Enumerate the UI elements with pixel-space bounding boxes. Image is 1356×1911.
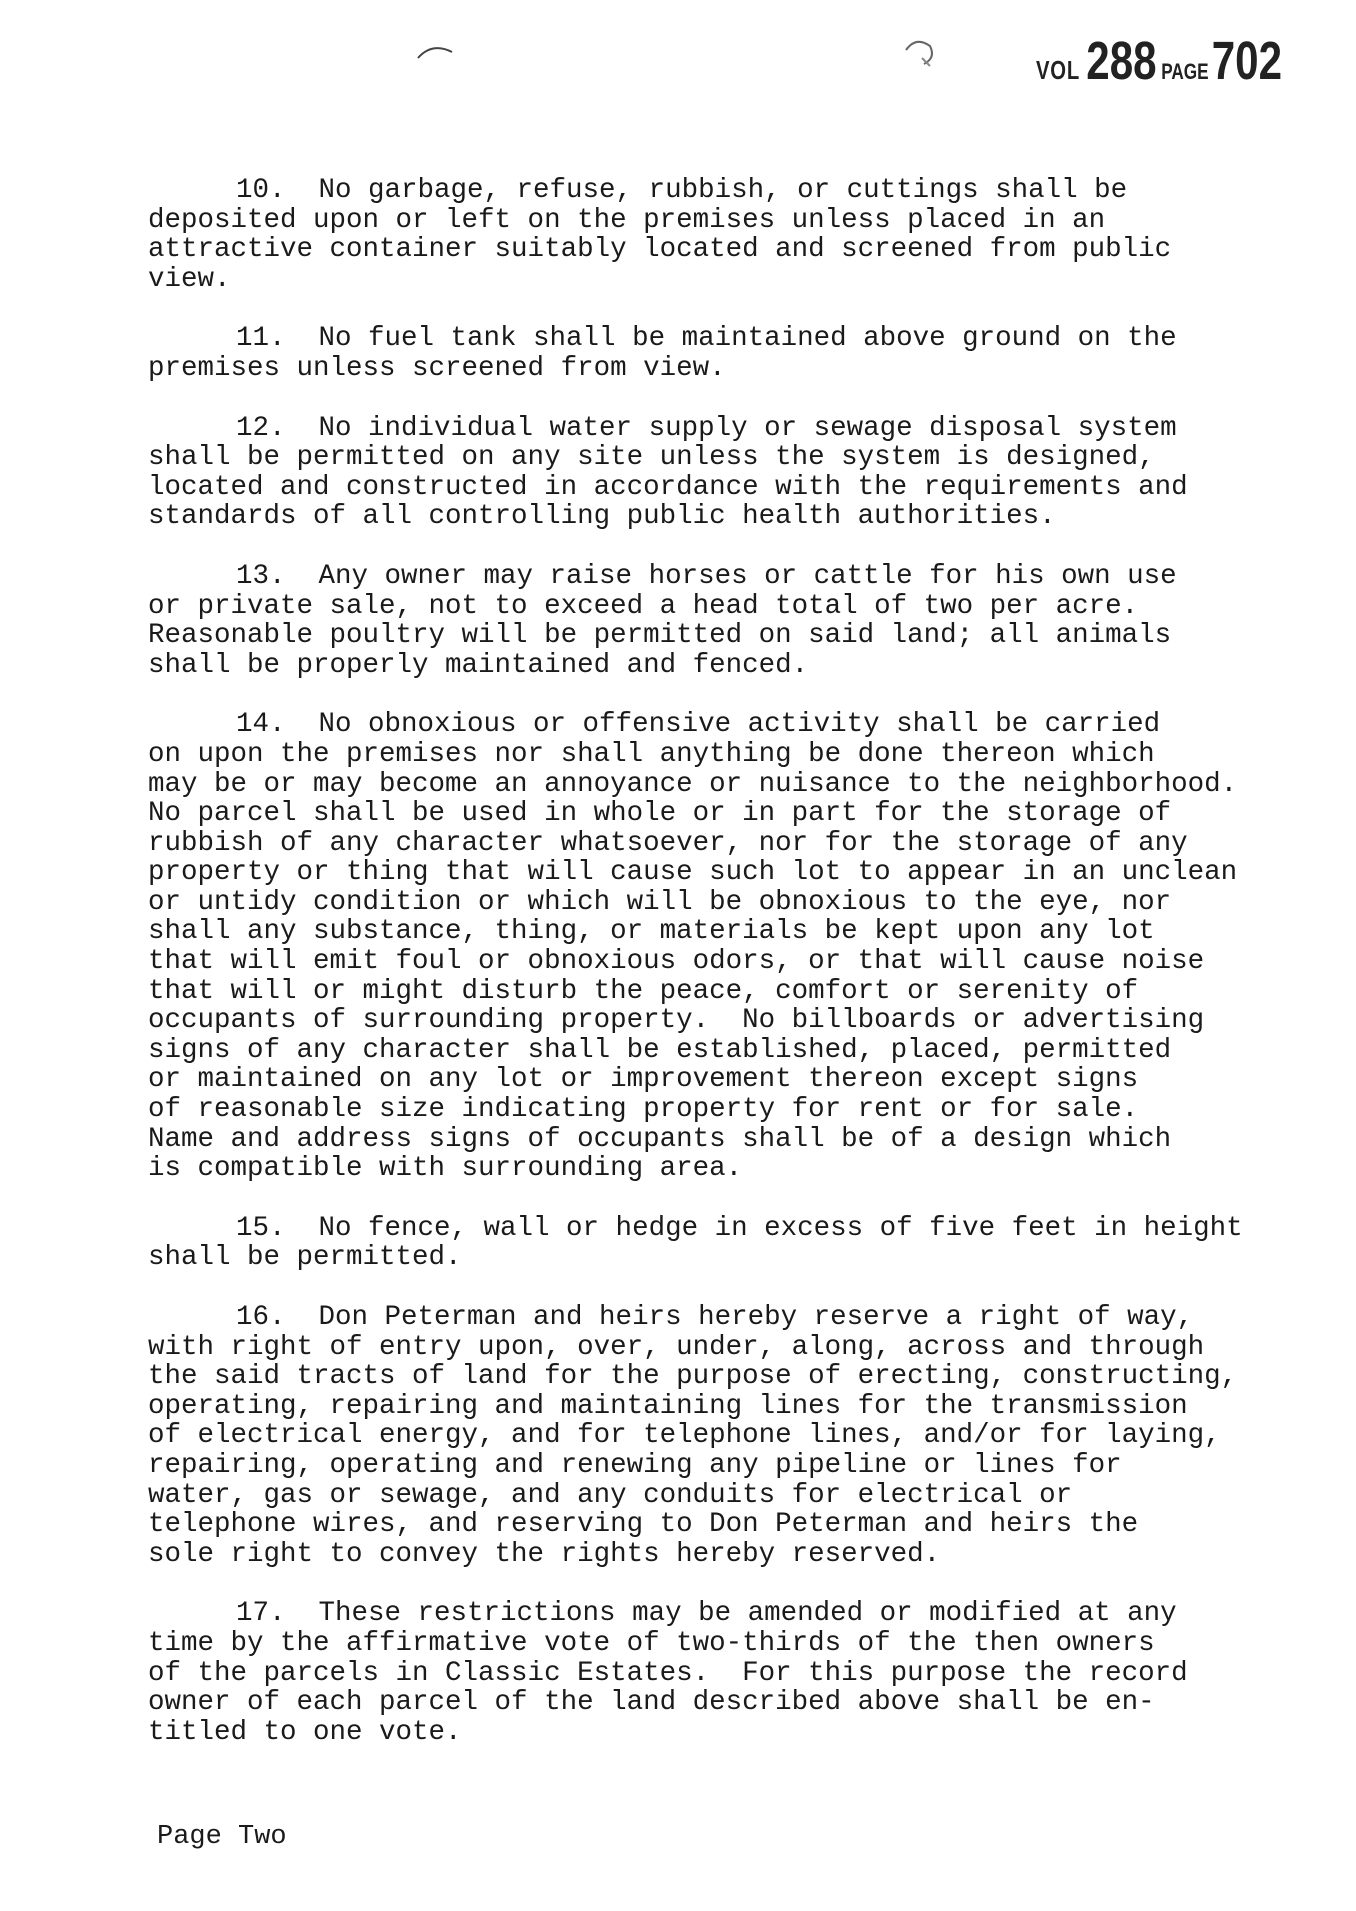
paragraph-line: time by the affirmative vote of two-thirds of the then owners bbox=[148, 1627, 1155, 1659]
paragraph-line: shall be properly maintained and fenced. bbox=[148, 649, 809, 681]
paragraph-line: view. bbox=[148, 263, 231, 295]
hole-punch-mark-left bbox=[414, 38, 458, 68]
paragraph-line: is compatible with surrounding area. bbox=[148, 1153, 743, 1185]
restriction-paragraph bbox=[148, 414, 1328, 532]
paragraph-line: operating, repairing and maintaining lines for the transmission bbox=[148, 1390, 1188, 1422]
paragraph-line: 14. No obnoxious or offensive activity shall be carried bbox=[236, 709, 1161, 741]
paragraph-line: Name and address signs of occupants shall be of a design which bbox=[148, 1123, 1172, 1155]
paragraph-line: repairing, operating and renewing any pipeline or lines for bbox=[148, 1449, 1122, 1481]
restriction-paragraph bbox=[148, 1599, 1328, 1747]
paragraph-line: 10. No garbage, refuse, rubbish, or cuttings shall be bbox=[236, 175, 1128, 206]
paragraph-line: rubbish of any character whatsoever, nor for the storage of any bbox=[148, 827, 1188, 859]
paragraph-line: may be or may become an annoyance or nuisance to the neighborhood. bbox=[148, 768, 1238, 800]
paragraph-line: or maintained on any lot or improvement thereon except signs bbox=[148, 1064, 1139, 1096]
paragraph-line: 12. No individual water supply or sewage disposal system bbox=[236, 412, 1177, 444]
paragraph-line: 16. Don Peterman and heirs hereby reserve a right of way, bbox=[236, 1302, 1194, 1333]
vol-label: VOL bbox=[1036, 55, 1081, 85]
paragraph-line: signs of any character shall be established, placed, permitted bbox=[148, 1034, 1172, 1066]
paragraph-line: of electrical energy, and for telephone lines, and/or for laying, bbox=[148, 1420, 1221, 1452]
hole-punch-mark-right bbox=[900, 32, 940, 72]
paragraph-line: of reasonable size indicating property for rent or for sale. bbox=[148, 1094, 1139, 1126]
paragraph-line: standards of all controlling public health authorities. bbox=[148, 501, 1056, 533]
paragraph-line: occupants of surrounding property. No billboards or advertising bbox=[148, 1005, 1205, 1037]
paragraph-line: deposited upon or left on the premises unless placed in an bbox=[148, 204, 1106, 236]
paragraph-line: shall be permitted on any site unless the system is designed, bbox=[148, 442, 1155, 474]
paragraph-line: 13. Any owner may raise horses or cattle for his own use bbox=[236, 560, 1177, 592]
paragraph-line: or private sale, not to exceed a head total of two per acre. bbox=[148, 590, 1139, 622]
paragraph-line: titled to one vote. bbox=[148, 1716, 462, 1748]
paragraph-line: 15. No fence, wall or hedge in excess of five feet in height bbox=[236, 1212, 1243, 1244]
restriction-paragraph bbox=[148, 1303, 1328, 1569]
paragraph-line: 11. No fuel tank shall be maintained above ground on the bbox=[236, 323, 1177, 355]
paragraph-line: owner of each parcel of the land described above shall be en- bbox=[148, 1687, 1155, 1719]
restriction-paragraph bbox=[148, 710, 1328, 1184]
document-body bbox=[148, 176, 1328, 1777]
vol-number: 288 bbox=[1086, 31, 1157, 91]
paragraph-line: premises unless screened from view. bbox=[148, 352, 726, 384]
page-footer: Page Two bbox=[157, 1822, 287, 1852]
paragraph-line: 17. These restrictions may be amended or modified at any bbox=[236, 1598, 1177, 1630]
paragraph-line: of the parcels in Classic Estates. For this purpose the record bbox=[148, 1657, 1188, 1689]
paragraph-line: that will emit foul or obnoxious odors, or that will cause noise bbox=[148, 946, 1205, 978]
paragraph-line: water, gas or sewage, and any conduits for electrical or bbox=[148, 1479, 1073, 1511]
restriction-paragraph bbox=[148, 562, 1328, 680]
paragraph-line: the said tracts of land for the purpose of erecting, constructing, bbox=[148, 1361, 1238, 1393]
paragraph-line: on upon the premises nor shall anything be done thereon which bbox=[148, 738, 1155, 770]
paragraph-line: shall any substance, thing, or materials be kept upon any lot bbox=[148, 916, 1155, 948]
paragraph-line: telephone wires, and reserving to Don Peterman and heirs the bbox=[148, 1509, 1139, 1541]
paragraph-line: property or thing that will cause such lot to appear in an unclean bbox=[148, 857, 1238, 889]
paragraph-line: that will or might disturb the peace, comfort or serenity of bbox=[148, 975, 1139, 1007]
paragraph-line: shall be permitted. bbox=[148, 1242, 462, 1274]
restriction-paragraph bbox=[148, 1214, 1328, 1273]
paragraph-line: located and constructed in accordance with the requirements and bbox=[148, 471, 1188, 503]
restriction-paragraph bbox=[148, 324, 1328, 383]
paragraph-line: or untidy condition or which will be obnoxious to the eye, nor bbox=[148, 886, 1172, 918]
volume-page-stamp bbox=[1036, 30, 1282, 92]
paragraph-line: sole right to convey the rights hereby reserved. bbox=[148, 1538, 941, 1570]
paragraph-line: with right of entry upon, over, under, along, across and through bbox=[148, 1331, 1205, 1363]
paragraph-line: attractive container suitably located and screened from public bbox=[148, 234, 1172, 266]
paragraph-line: Reasonable poultry will be permitted on said land; all animals bbox=[148, 620, 1172, 652]
restriction-paragraph bbox=[148, 176, 1328, 294]
page-number: 702 bbox=[1211, 31, 1283, 91]
paragraph-line: No parcel shall be used in whole or in part for the storage of bbox=[148, 798, 1172, 830]
page-label: PAGE bbox=[1161, 59, 1209, 84]
